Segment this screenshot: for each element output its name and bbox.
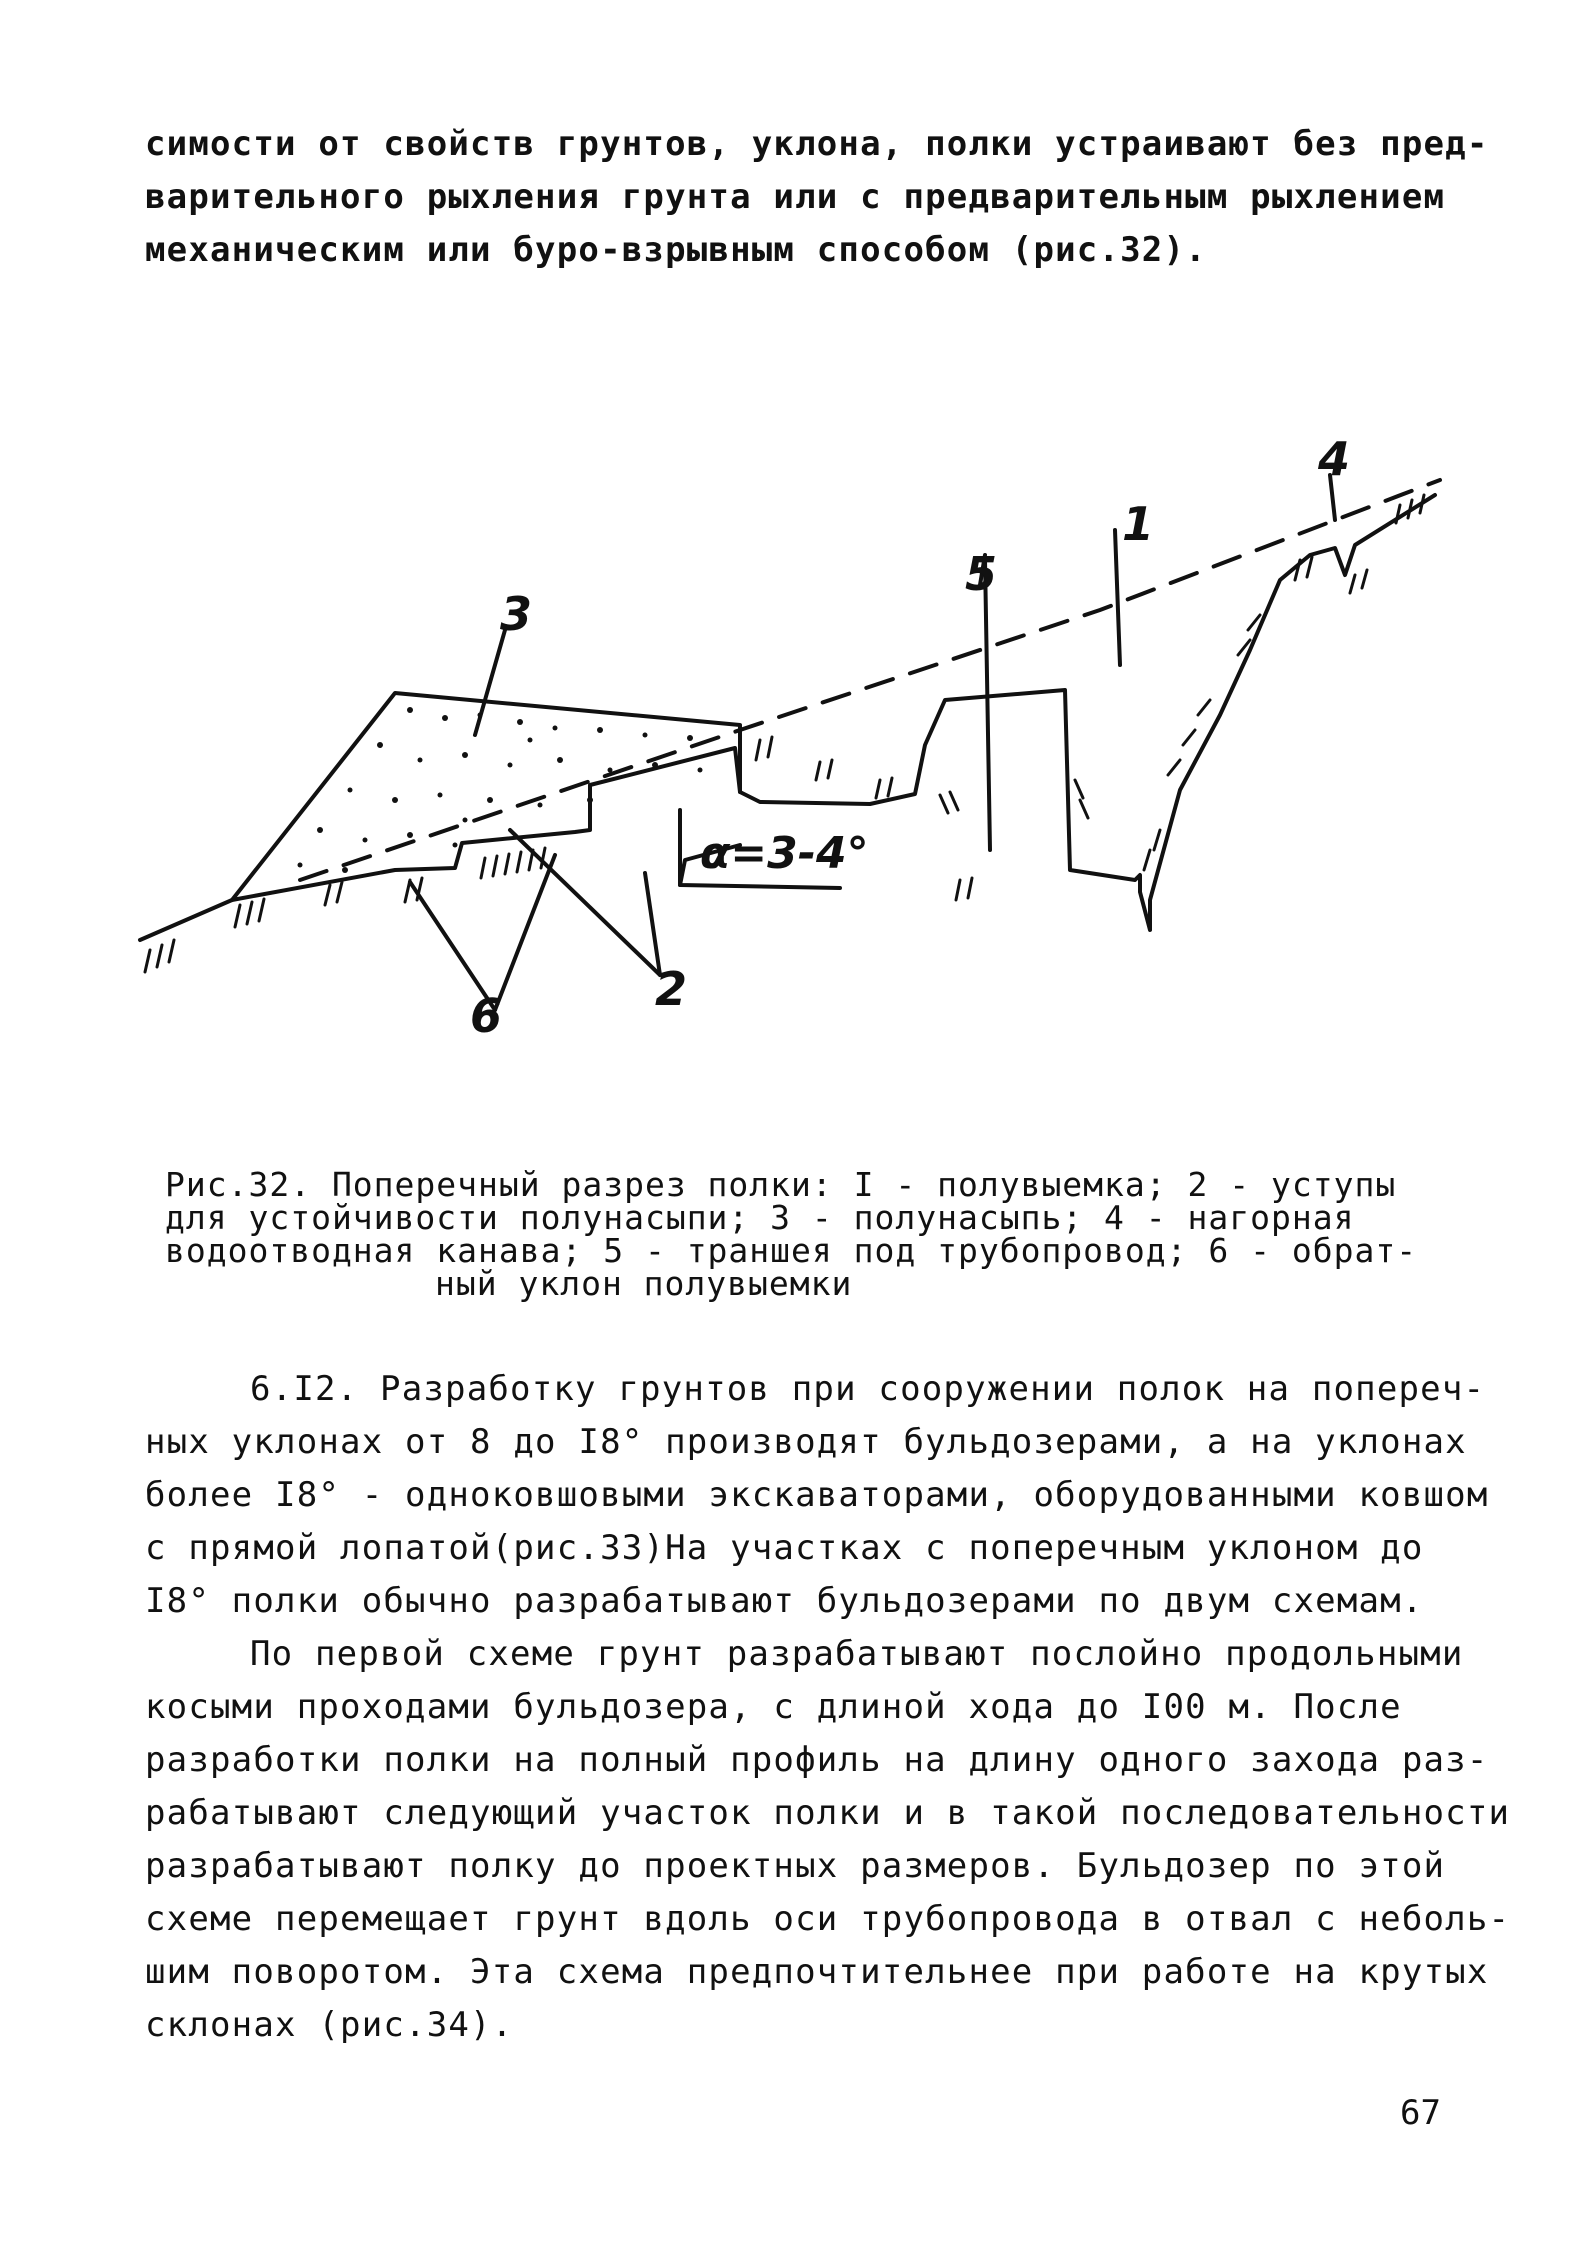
text-line: схеме перемещает грунт вдоль оси трубопровода в отвал с неболь- (145, 1899, 1511, 1939)
leader-line-2b (645, 873, 660, 975)
text-line: симости от свойств грунтов, уклона, полки устраивают без пред- (145, 124, 1489, 164)
label-2: 2 (655, 962, 688, 1016)
caption-line: для устойчивости полунасыпи; 3 - полунасыпь; 4 - нагорная (165, 1198, 1355, 1237)
top-paragraph (145, 118, 1489, 277)
label-6: 6 (470, 989, 503, 1043)
leader-line-3 (475, 630, 505, 735)
label-5: 5 (965, 547, 998, 601)
page-number: 67 (1400, 2093, 1441, 2133)
label-4: 4 (1318, 432, 1351, 486)
text-line: разрабатывают полку до проектных размеров. Бульдозер по этой (145, 1846, 1446, 1886)
caption-line: Рис.32. Поперечный разрез полки: I - полувыемка; 2 - уступы (165, 1165, 1397, 1204)
text-line: более I8° - одноковшовыми экскаваторами, оборудованными ковшом (145, 1475, 1489, 1515)
fill-stippling (298, 707, 703, 873)
leader-line-1 (1115, 530, 1120, 665)
text-line: с прямой лопатой(рис.33)На участках с поперечным уклоном до (145, 1528, 1424, 1568)
caption-line: ный уклон полувыемки (435, 1264, 853, 1303)
half-embankment-outline (232, 693, 740, 900)
original-ground-dashed-line (300, 480, 1440, 880)
text-line: I8° полки обычно разрабатывают бульдозерами по двум схемам. (145, 1581, 1424, 1621)
text-line: склонах (рис.34). (145, 2005, 514, 2045)
text-line: 6.I2. Разработку грунтов при сооружении полок на попереч- (250, 1369, 1486, 1409)
paragraph-first-scheme (145, 1628, 1511, 2052)
text-line: варительного рыхления грунта или с предварительным рыхлением (145, 177, 1446, 217)
shelf-cross-section-figure (0, 420, 1594, 1060)
ground-hatching (145, 495, 1424, 972)
text-line: ных уклонах от 8 до I8° производят бульдозерами, а на уклонах (145, 1422, 1467, 1462)
label-3: 3 (500, 587, 533, 641)
caption-line: водоотводная канава; 5 - траншея под трубопровод; 6 - обрат- (165, 1231, 1418, 1270)
text-line: По первой схеме грунт разрабатывают послойно продольными (250, 1634, 1464, 1674)
text-line: рабатывают следующий участок полки и в такой последовательности (145, 1793, 1511, 1833)
text-line: механическим или буро-взрывным способом (рис.32). (145, 230, 1207, 270)
paragraph-6-12 (145, 1363, 1489, 1628)
leader-line-6b (495, 855, 555, 1010)
text-line: косыми проходами бульдозера, с длиной хода до I00 м. После (145, 1687, 1402, 1727)
slope-angle-label: α=3-4° (700, 828, 869, 879)
text-line: разработки полки на полный профиль на длину одного захода раз- (145, 1740, 1489, 1780)
text-line: шим поворотом. Эта схема предпочтительнее при работе на крутых (145, 1952, 1489, 1992)
figure-caption (165, 1165, 1445, 1303)
label-1: 1 (1122, 497, 1155, 551)
trench-axis-line (985, 560, 990, 850)
